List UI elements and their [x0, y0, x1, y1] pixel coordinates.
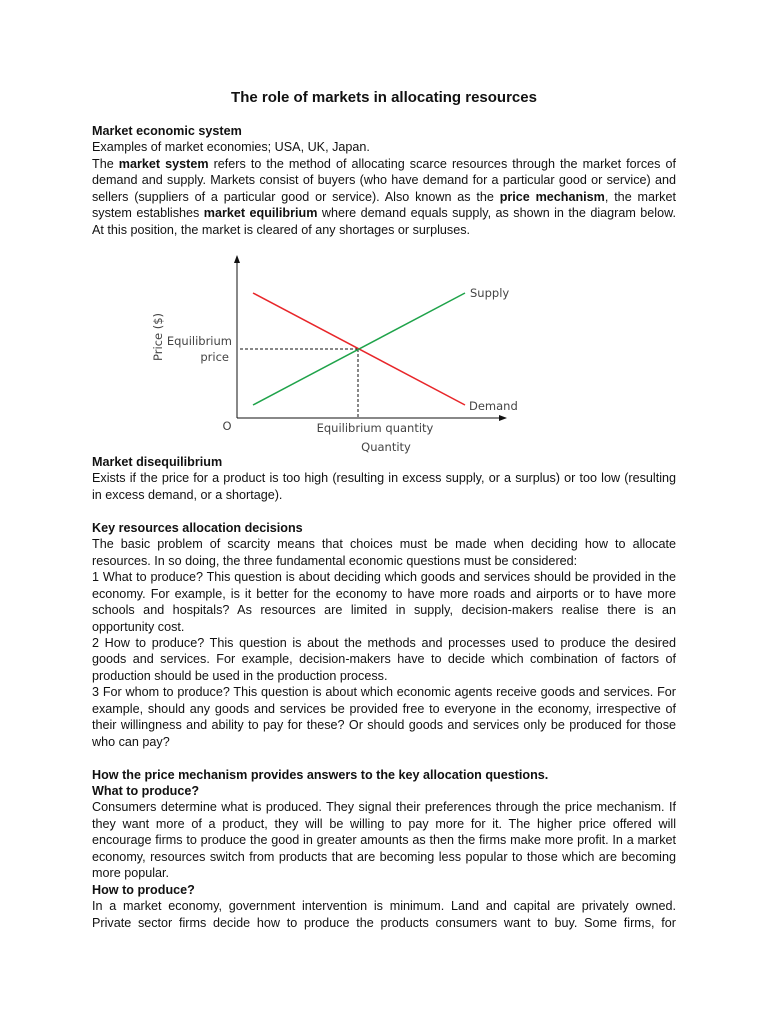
- section-heading: Key resources allocation decisions: [92, 520, 303, 535]
- y-axis-label: Price ($): [151, 313, 165, 361]
- section-heading: Market disequilibrium: [92, 455, 223, 469]
- section-heading: Market economic system: [92, 124, 242, 138]
- demand-label: Demand: [469, 399, 518, 413]
- paragraph: The basic problem of scarcity means that choices must be made when deciding how to allocate resources. In so doing, the three fundamental economic questions must be considered:: [92, 537, 676, 568]
- subheading: How to produce?: [92, 882, 195, 897]
- paragraph: 1 What to produce? This question is about deciding which goods and services should be provided in the economy. For example, is it better for the economy to have more roads and airports or to have more schools and hospitals? As resources are limited in supply, decision-makers realise there is an opportunity cost.: [92, 570, 676, 634]
- paragraph: 3 For whom to produce? This question is about which economic agents receive goods and services. For example, should any goods and services be provided free to everyone in the economy, irrespective of their willingness and ability to pay for these? Or should goods and services only be produced for those who can pay?: [92, 685, 676, 749]
- paragraph: 2 How to produce? This question is about the methods and processes used to produce the desired goods and services. For example, decision-makers have to decide which combination of factors of production should be used in the production process.: [92, 635, 676, 683]
- supply-label: Supply: [470, 286, 510, 300]
- section-heading: How the price mechanism provides answers to the key allocation questions.: [92, 767, 549, 782]
- text-run: where demand equals supply, as shown in the diagram below. At this position, the market is cleared of any shortages or surpluses.: [92, 206, 676, 237]
- text-run: refers to the method of allocating scarce resources through the market forces of demand and supply. Markets consist of buyers (who have demand for a particular good or service) and sellers (suppliers of a particular good or service). Also known as the: [92, 156, 676, 204]
- paragraph: Exists if the price for a product is too high (resulting in excess supply, or a surplus) or too low (resulting in excess demand, or a shortage).: [92, 471, 676, 502]
- section-market-disequilibrium: [92, 454, 676, 931]
- text-run: , the market system establishes: [92, 189, 676, 221]
- subheading: What to produce?: [92, 784, 200, 799]
- bold-term: market equilibrium: [203, 206, 318, 221]
- equilibrium-price-label-2: price: [200, 350, 229, 364]
- text-run: The: [92, 156, 119, 171]
- paragraph: Consumers determine what is produced. They signal their preferences through the price mechanism. If they want more of a product, they will be willing to pay more for it. The higher price offered will encourage firms to produce the good in greater amounts as then the firms make more profit. In a market economy, resources switch from products that are becoming less popular to those which are becoming more popular.: [92, 800, 676, 881]
- equilibrium-quantity-label: Equilibrium quantity: [316, 421, 434, 435]
- x-axis-label: Quantity: [361, 440, 411, 454]
- bold-term: market system: [118, 156, 209, 171]
- bold-term: price mechanism: [499, 189, 605, 204]
- document-title: The role of markets in allocating resources: [231, 89, 537, 106]
- equilibrium-price-label: Equilibrium: [166, 334, 232, 348]
- paragraph: Examples of market economies; USA, UK, Japan.: [92, 140, 370, 155]
- origin-label: O: [222, 419, 232, 433]
- paragraph: In a market economy, government intervention is minimum. Land and capital are privately owned. Private sector firms decide how to produce the products consumers want to buy. Some firms, for: [92, 899, 676, 930]
